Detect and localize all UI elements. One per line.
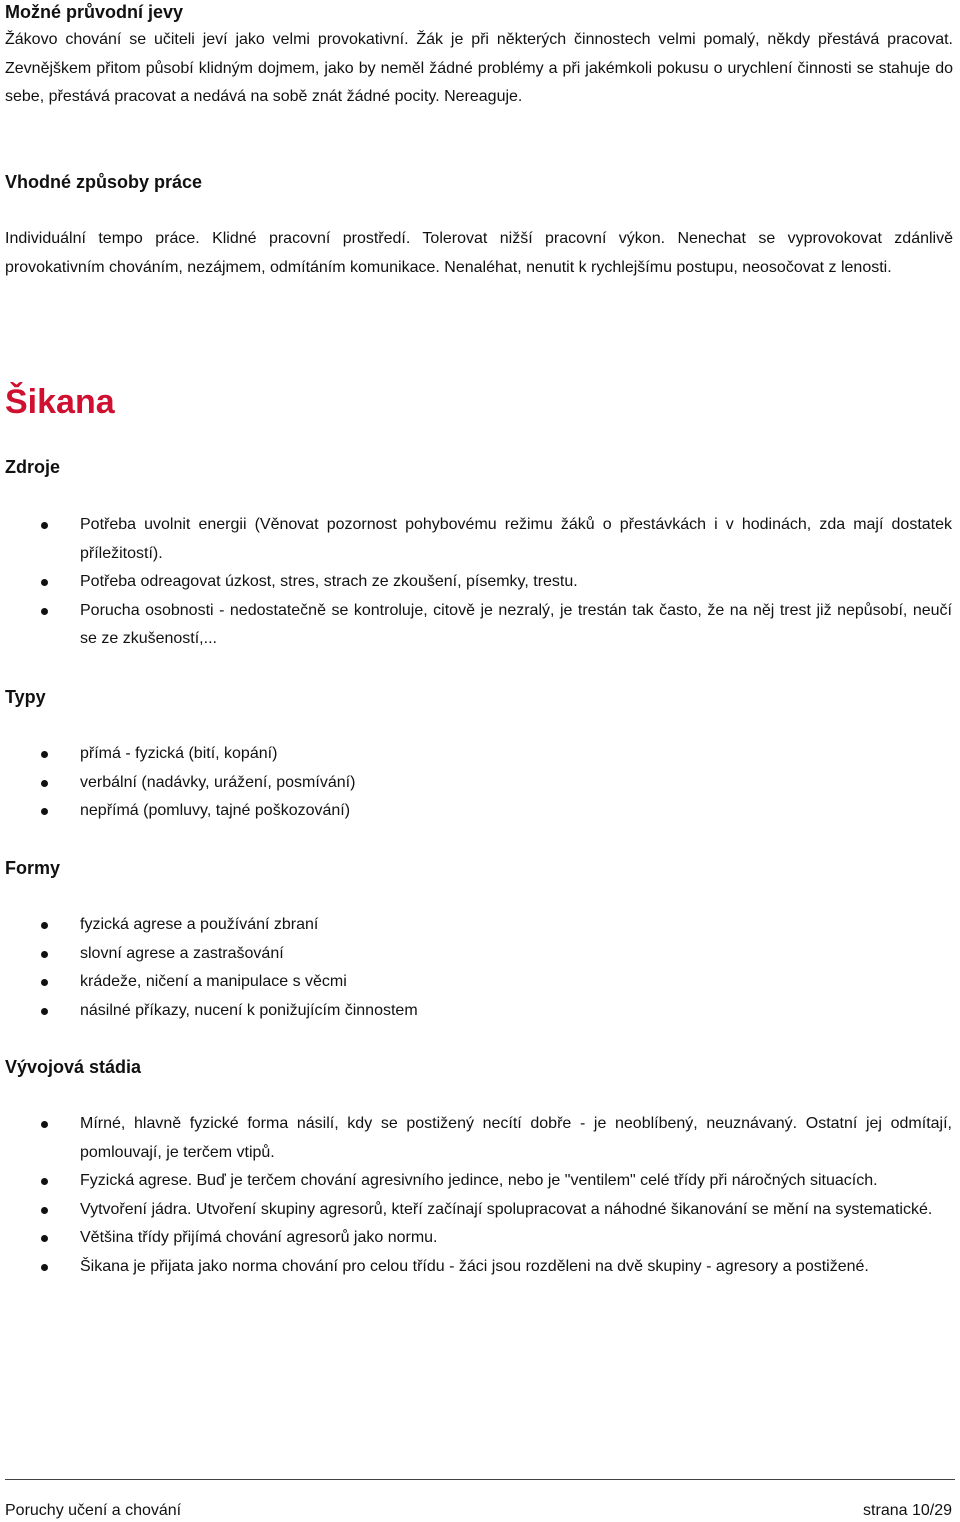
symptoms-heading: Možné průvodní jevy bbox=[5, 2, 184, 22]
methods-section bbox=[5, 170, 953, 194]
forms-heading-block bbox=[5, 856, 953, 880]
sources-heading-block bbox=[5, 455, 953, 479]
symptoms-paragraph: Žákovo chování se učiteli jeví jako velmi provokativní. Žák je při některých činnostech velmi pomalý, někdy přestává pracovat. Zevnějškem přitom působí klidným dojmem, jako by neměl žádné problémy a při jakémkoli pokusu o urychlení činnosti se stahuje do sebe, přestává pracovat a nedává na sobě znát žádné pocity. Nereaguje. bbox=[5, 31, 953, 105]
footer-page-number: strana 10/29 bbox=[863, 1502, 952, 1519]
list-item: slovní agrese a zastrašování bbox=[0, 940, 952, 969]
list-item: Mírné, hlavně fyzické forma násilí, kdy se postižený necítí dobře - je neoblíbený, neuznávaný. Ostatní jej odmítají, pomlouvají, je terčem vtipů. bbox=[0, 1110, 952, 1167]
list-item: Potřeba odreagovat úzkost, stres, strach ze zkoušení, písemky, trestu. bbox=[0, 568, 952, 597]
list-item: Šikana je přijata jako norma chování pro celou třídu - žáci jsou rozděleni na dvě skupiny - agresory a postižené. bbox=[0, 1253, 952, 1282]
types-heading: Typy bbox=[5, 687, 46, 707]
footer-document-title: Poruchy učení a chování bbox=[5, 1502, 182, 1519]
sources-list bbox=[0, 511, 952, 654]
symptoms-section bbox=[5, 0, 953, 24]
list-item: Většina třídy přijímá chování agresorů jako normu. bbox=[0, 1224, 952, 1253]
list-item: fyzická agrese a používání zbraní bbox=[0, 911, 952, 940]
list-item: Porucha osobnosti - nedostatečně se kontroluje, citově je nezralý, je trestán tak často, že na něj trest již nepůsobí, neučí se ze zkušeností,... bbox=[0, 597, 952, 654]
footer-divider bbox=[5, 1479, 955, 1480]
list-item: Vytvoření jádra. Utvoření skupiny agresorů, kteří začínají spolupracovat a náhodné šikanování se mění na systematické. bbox=[0, 1196, 952, 1225]
forms-heading: Formy bbox=[5, 858, 61, 878]
stages-list bbox=[0, 1110, 952, 1281]
symptoms-paragraph-block bbox=[5, 26, 953, 112]
types-heading-block bbox=[5, 685, 953, 709]
sources-heading: Zdroje bbox=[5, 457, 61, 477]
forms-list bbox=[0, 911, 952, 1025]
list-item: Fyzická agrese. Buď je terčem chování agresivního jedince, nebo je "ventilem" celé třídy při náročných situacích. bbox=[0, 1167, 952, 1196]
list-item: násilné příkazy, nucení k ponižujícím činnostem bbox=[0, 997, 952, 1026]
methods-paragraph-block bbox=[5, 225, 953, 282]
types-list bbox=[0, 740, 952, 826]
methods-heading: Vhodné způsoby práce bbox=[5, 172, 203, 192]
bullying-title: Šikana bbox=[5, 383, 115, 421]
list-item: přímá - fyzická (bití, kopání) bbox=[0, 740, 952, 769]
list-item: krádeže, ničení a manipulace s věcmi bbox=[0, 968, 952, 997]
bullying-title-block bbox=[5, 382, 953, 422]
methods-paragraph: Individuální tempo práce. Klidné pracovní prostředí. Tolerovat nižší pracovní výkon. Nenechat se vyprovokovat zdánlivě provokativním chováním, nezájmem, odmítáním komunikace. Nenaléhat, nenutit k rychlejšímu postupu, neosočovat z lenosti. bbox=[5, 230, 953, 276]
list-item: nepřímá (pomluvy, tajné poškozování) bbox=[0, 797, 952, 826]
stages-heading: Vývojová stádia bbox=[5, 1057, 142, 1077]
list-item: verbální (nadávky, urážení, posmívání) bbox=[0, 769, 952, 798]
list-item: Potřeba uvolnit energii (Věnovat pozornost pohybovému režimu žáků o přestávkách i v hodinách, zda mají dostatek příležitostí). bbox=[0, 511, 952, 568]
stages-heading-block bbox=[5, 1055, 953, 1079]
